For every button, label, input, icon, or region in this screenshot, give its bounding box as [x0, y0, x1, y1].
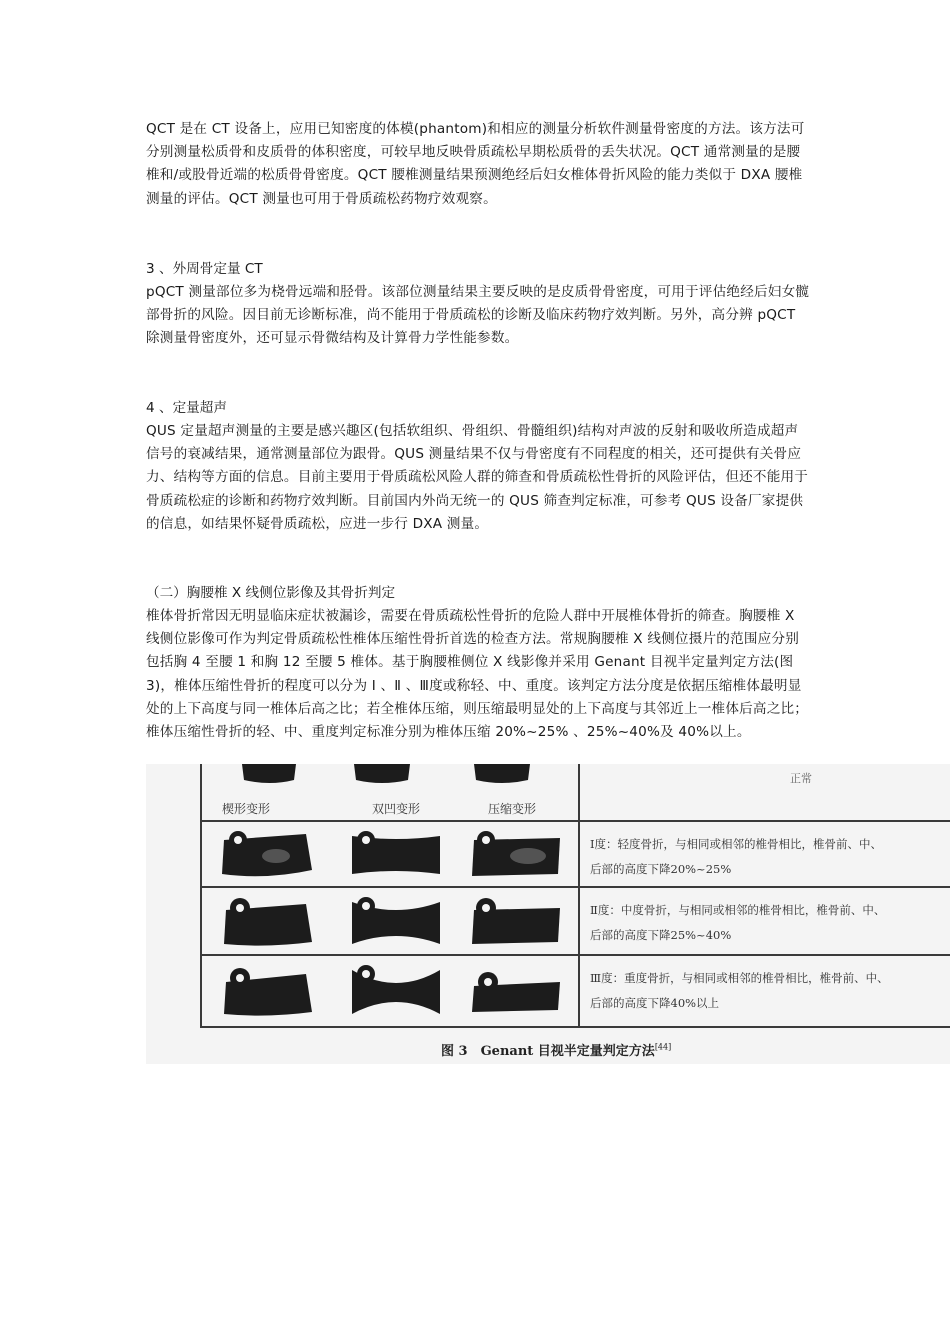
label-wedge: 楔形变形: [222, 802, 271, 816]
grade2-description: [590, 898, 950, 948]
vertebra-normal-1: [240, 764, 298, 786]
grade1-line1: Ⅰ度：轻度骨折，与相同或相邻的椎骨相比，椎骨前、中、: [590, 837, 883, 851]
vertebra-biconcave-grade2: [346, 896, 446, 954]
vertebra-biconcave-grade3: [346, 964, 446, 1024]
vertebra-wedge-grade1: [216, 830, 316, 886]
figure-caption-ref: [44]: [654, 1042, 672, 1052]
grade2-line2: 后部的高度下降25%~40%: [590, 928, 732, 942]
vertebra-normal-2: [352, 764, 412, 786]
label-crush: 压缩变形: [488, 802, 537, 816]
xray-section-text: 椎体骨折常因无明显临床症状被漏诊，需要在骨质疏松性骨折的危险人群中开展椎体骨折的筛查。胸腰椎 X 线侧位影像可作为判定骨质疏松性椎体压缩性骨折首选的检查方法。常规胸腰椎 X 线侧位摄片的范围应分别包括胸 4 至腰 1 和胸 12 至腰 5 椎体。基于胸腰椎侧位 X 线影像并采用 Genant 目视半定量判定方法(图 3)，椎体压缩性骨折的程度可以分为 Ⅰ 、Ⅱ 、Ⅲ度或称轻、中、重度。该判定方法分度是依据压缩椎体最明显处的上下高度与同一椎体后高之比；若全椎体压缩，则压缩最明显处的上下高度与其邻近上一椎体后高之比；椎体压缩性骨折的轻、中、重度判定标准分别为椎体压缩 20%~25% 、25%~40%及 40%以上。: [146, 608, 809, 741]
vertebra-crush-grade3: [466, 964, 566, 1024]
grade3-description: [590, 966, 950, 1016]
section4-text: QUS 定量超声测量的主要是感兴趣区(包括软组织、骨组织、骨髓组织)结构对声波的反射和吸收所造成超声信号的衰减结果，通常测量部位为跟骨。QUS 测量结果不仅与骨密度有不同程度的相关，还可提供有关骨应力、结构等方面的信息。目前主要用于骨质疏松风险人群的筛查和骨质疏松性骨折的风险评估，但还不能用于骨质疏松症的诊断和药物疗效判断。目前国内外尚无统一的 QUS 筛查判定标准，可参考 QUS 设备厂家提供的信息，如结果怀疑骨质疏松，应进一步行 DXA 测量。: [146, 423, 809, 532]
intro-text: QCT 是在 CT 设备上，应用已知密度的体模(phantom)和相应的测量分析软件测量骨密度的方法。该方法可分别测量松质骨和皮质骨的体积密度，可较早地反映骨质疏松早期松质骨的丢失状况。QCT 通常测量的是腰椎和/或股骨近端的松质骨骨密度。QCT 腰椎测量结果预测绝经后妇女椎体骨折风险的能力类似于 DXA 腰椎测量的评估。QCT 测量也可用于骨质疏松药物疗效观察。: [146, 121, 805, 207]
figure-caption: [441, 1040, 671, 1059]
vertebra-biconcave-grade1: [346, 830, 446, 886]
section4-heading: 4 、定量超声: [146, 400, 227, 416]
grade-row-3: [202, 954, 950, 1026]
section3-text: pQCT 测量部位多为桡骨远端和胫骨。该部位测量结果主要反映的是皮质骨骨密度，可用于评估绝经后妇女髋部骨折的风险。因目前无诊断标准，尚不能用于骨质疏松的诊断及临床药物疗效判断。另外，高分辨 pQCT 除测量骨密度外，还可显示骨微结构及计算骨力学性能参数。: [146, 284, 810, 347]
vertebra-crush-grade1: [466, 830, 566, 886]
section4-body: [146, 420, 810, 536]
section3-heading: 3 、外周骨定量 CT: [146, 261, 263, 277]
grade3-line2: 后部的高度下降40%以上: [590, 996, 720, 1010]
vertebra-normal-3: [472, 764, 532, 786]
grade-row-1: [202, 820, 950, 888]
grade3-line1: Ⅲ度：重度骨折，与相同或相邻的椎骨相比，椎骨前、中、: [590, 971, 889, 985]
vertebra-crush-grade2: [466, 896, 566, 954]
genant-figure: [146, 764, 950, 1064]
grade1-line2: 后部的高度下降20%~25%: [590, 862, 732, 876]
label-biconcave: 双凹变形: [372, 802, 421, 816]
xray-section-body: [146, 605, 810, 744]
vertebra-wedge-grade2: [216, 896, 316, 954]
genant-table: [200, 764, 950, 1028]
grade-row-2: [202, 886, 950, 956]
figure-caption-text: 图 3 Genant 目视半定量判定方法: [441, 1044, 655, 1059]
section3-body: [146, 281, 810, 351]
grade1-description: [590, 832, 950, 882]
grade2-line1: Ⅱ度：中度骨折，与相同或相邻的椎骨相比，椎骨前、中、: [590, 903, 886, 917]
intro-paragraph: [146, 118, 810, 211]
normal-label: 正常: [790, 772, 812, 785]
vertebra-wedge-grade3: [216, 964, 316, 1024]
xray-section-heading: （二）胸腰椎 X 线侧位影像及其骨折判定: [146, 585, 396, 601]
